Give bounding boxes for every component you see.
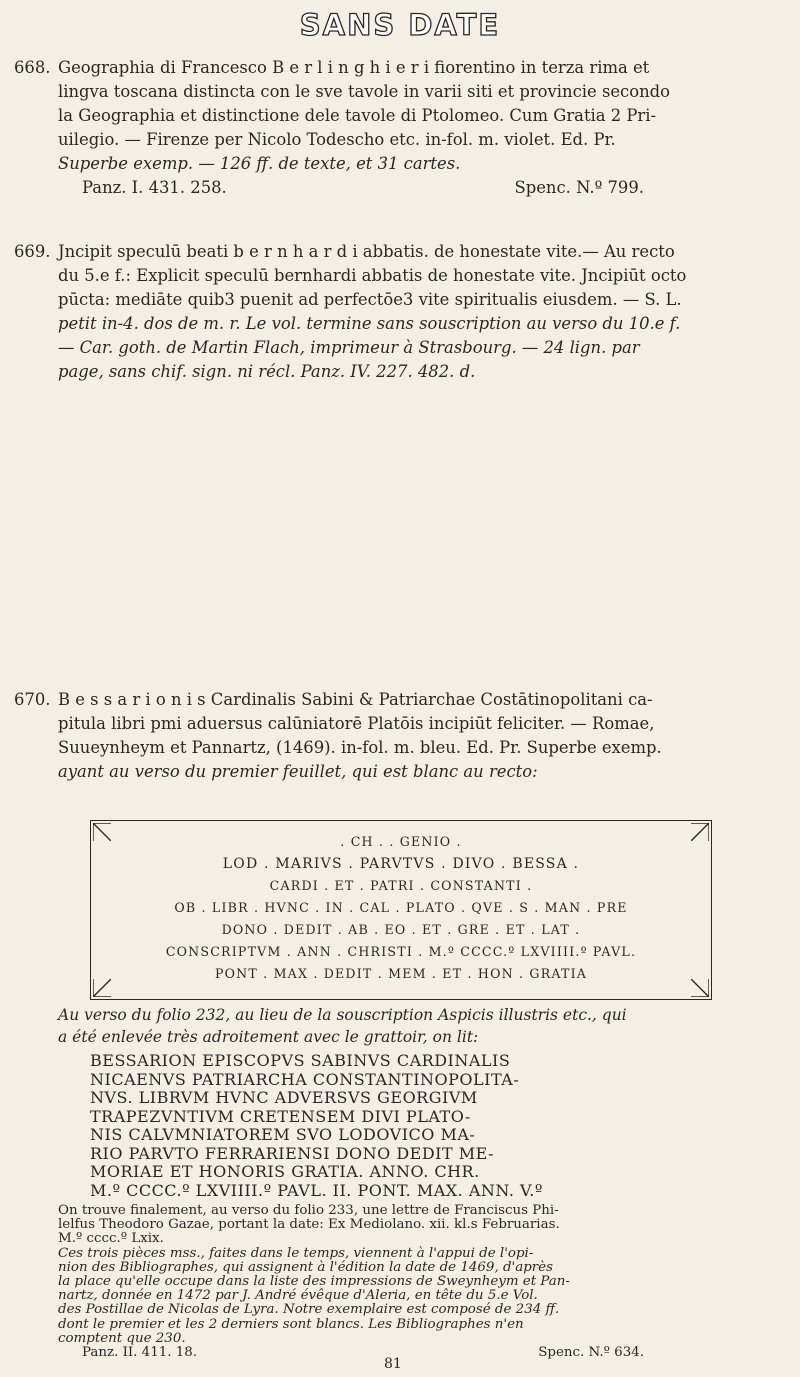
dedication-line: BESSARION EPISCOPVS SABINVS CARDINALIS: [90, 1051, 511, 1070]
dedication-line: NIS CALVMNIATOREM SVO LODOVICO MA-: [90, 1125, 476, 1144]
colophon-line: . CH . . GENIO .: [340, 834, 462, 849]
entry-line: lingva toscana distincta con le sve tavole in varii siti et provincie secondo: [58, 82, 671, 101]
reference-left: Panz. II. 411. 18.: [82, 1345, 198, 1361]
entry-line: — Car. goth. de Martin Flach, imprimeur à Strasbourg. — 24 lign. par: [58, 338, 640, 357]
final-line: On trouve finalement, au verso du folio 233, une lettre de Franciscus Phi-: [58, 1203, 559, 1218]
entry-670: [14, 688, 764, 784]
final-line: des Postillae de Nicolas de Lyra. Notre exemplaire est composé de 234 ff.: [58, 1302, 560, 1318]
entry-line: Superbe exemp. — 126 ff. de texte, et 31 cartes.: [58, 154, 461, 173]
final-line: lelfus Theodoro Gazae, portant la date: Ex Mediolano. xii. kl.s Februarias.: [58, 1217, 560, 1233]
entry-number: 668.: [14, 58, 51, 77]
entry-668: [14, 56, 764, 200]
entry-number: 670.: [14, 690, 51, 709]
entry-669: [14, 240, 764, 384]
colophon-line: OB . LIBR . HVNC . IN . CAL . PLATO . QVE . S . MAN . PRE: [174, 900, 628, 915]
final-line: la place qu'elle occupe dans la liste des impressions de Sweynheym et Pan-: [58, 1274, 570, 1290]
dedication-inscription: [90, 1052, 730, 1200]
entry-line: petit in-4. dos de m. r. Le vol. termine sans souscription au verso du 10.e f.: [58, 314, 681, 333]
entry-number: 669.: [14, 242, 51, 261]
final-paragraph: [58, 1204, 764, 1360]
reference-right: Spenc. N.º 799.: [514, 178, 644, 197]
colophon-line: CARDI . ET . PATRI . CONSTANTI .: [269, 878, 533, 893]
entry-line: Geographia di Francesco B e r l i n g h i e r i fiorentino in terza rima et: [58, 58, 650, 77]
after-colophon-note: [58, 1004, 764, 1048]
final-line: M.º cccc.º Lxix.: [58, 1231, 164, 1247]
dedication-line: TRAPEZVNTIVM CRETENSEM DIVI PLATO-: [90, 1106, 471, 1126]
entry-line: B e s s a r i o n i s Cardinalis Sabini & Patriarchae Costātinopolitani ca-: [58, 690, 653, 709]
colophon-line: CONSCRIPTVM . ANN . CHRISTI . M.º CCCC.º LXVIIII.º PAVL.: [165, 944, 637, 959]
colophon-line: LOD . MARIVS . PARVTVS . DIVO . BESSA .: [222, 856, 580, 872]
final-line: nion des Bibliographes, qui assignent à l'édition la date de 1469, d'après: [58, 1259, 553, 1275]
entry-line: ayant au verso du premier feuillet, qui est blanc au recto:: [58, 762, 538, 781]
entry-line: Suueynheym et Pannartz, (1469). in-fol. m. bleu. Ed. Pr. Superbe exemp.: [58, 738, 662, 757]
dedication-line: MORIAE ET HONORIS GRATIA. ANNO. CHR.: [90, 1162, 480, 1181]
dedication-line: NVS. LIBRVM HVNC ADVERSVS GEORGIVM: [90, 1088, 478, 1107]
colophon-line: PONT . MAX . DEDIT . MEM . ET . HON . GRATIA: [214, 966, 588, 981]
final-line: nartz, donnée en 1472 par J. André évêque d'Aleria, en tête du 5.e Vol.: [58, 1288, 538, 1304]
entry-line: pūcta: mediāte quib3 puenit ad perfectōe3 vite spiritualis eiusdem. — S. L.: [58, 290, 682, 309]
entry-line: page, sans chif. sign. ni récl. Panz. IV. 227. 482. d.: [58, 362, 476, 381]
note-line: Au verso du folio 232, au lieu de la souscription Aspicis illustris etc., qui: [58, 1006, 627, 1024]
note-line: a été enlevée très adroitement avec le grattoir, on lit:: [58, 1028, 479, 1046]
reference-line: [58, 176, 764, 200]
dedication-line: RIO PARVTO FERRARIENSI DONO DEDIT ME-: [90, 1143, 494, 1163]
colophon-text: [91, 831, 711, 985]
colophon-box: [90, 820, 712, 1000]
dedication-line: NICAENVS PATRIARCHA CONSTANTINOPOLITA-: [90, 1069, 520, 1089]
dedication-line: M.º CCCC.º LXVIIII.º PAVL. II. PONT. MAX. ANN. V.º: [90, 1180, 543, 1200]
entry-line: pitula libri pmi aduersus calūniatorē Platōis incipiūt feliciter. — Romae,: [58, 714, 655, 733]
entry-line: Jncipit speculū beati b e r n h a r d i abbatis. de honestate vite.— Au recto: [58, 242, 675, 261]
signature-mark: 81: [384, 1356, 402, 1372]
reference-right: Spenc. N.º 634.: [538, 1345, 644, 1361]
running-head: SANS DATE: [299, 8, 501, 42]
reference-left: Panz. I. 431. 258.: [82, 178, 227, 197]
final-line: comptent que 230.: [58, 1330, 186, 1346]
entry-line: du 5.e f.: Explicit speculū bernhardi abbatis de honestate vite. Jncipiūt octo: [58, 266, 687, 285]
final-line: dont le premier et les 2 derniers sont blancs. Les Bibliographes n'en: [58, 1316, 524, 1332]
final-line: Ces trois pièces mss., faites dans le temps, viennent à l'appui de l'opi-: [58, 1245, 534, 1261]
colophon-line: DONO . DEDIT . AB . EO . ET . GRE . ET . LAT .: [221, 922, 581, 937]
entry-line: uilegio. — Firenze per Nicolo Todescho etc. in-fol. m. violet. Ed. Pr.: [58, 130, 616, 149]
entry-line: la Geographia et distinctione dele tavole di Ptolomeo. Cum Gratia 2 Pri-: [58, 106, 657, 125]
reference-line: [58, 1346, 764, 1360]
